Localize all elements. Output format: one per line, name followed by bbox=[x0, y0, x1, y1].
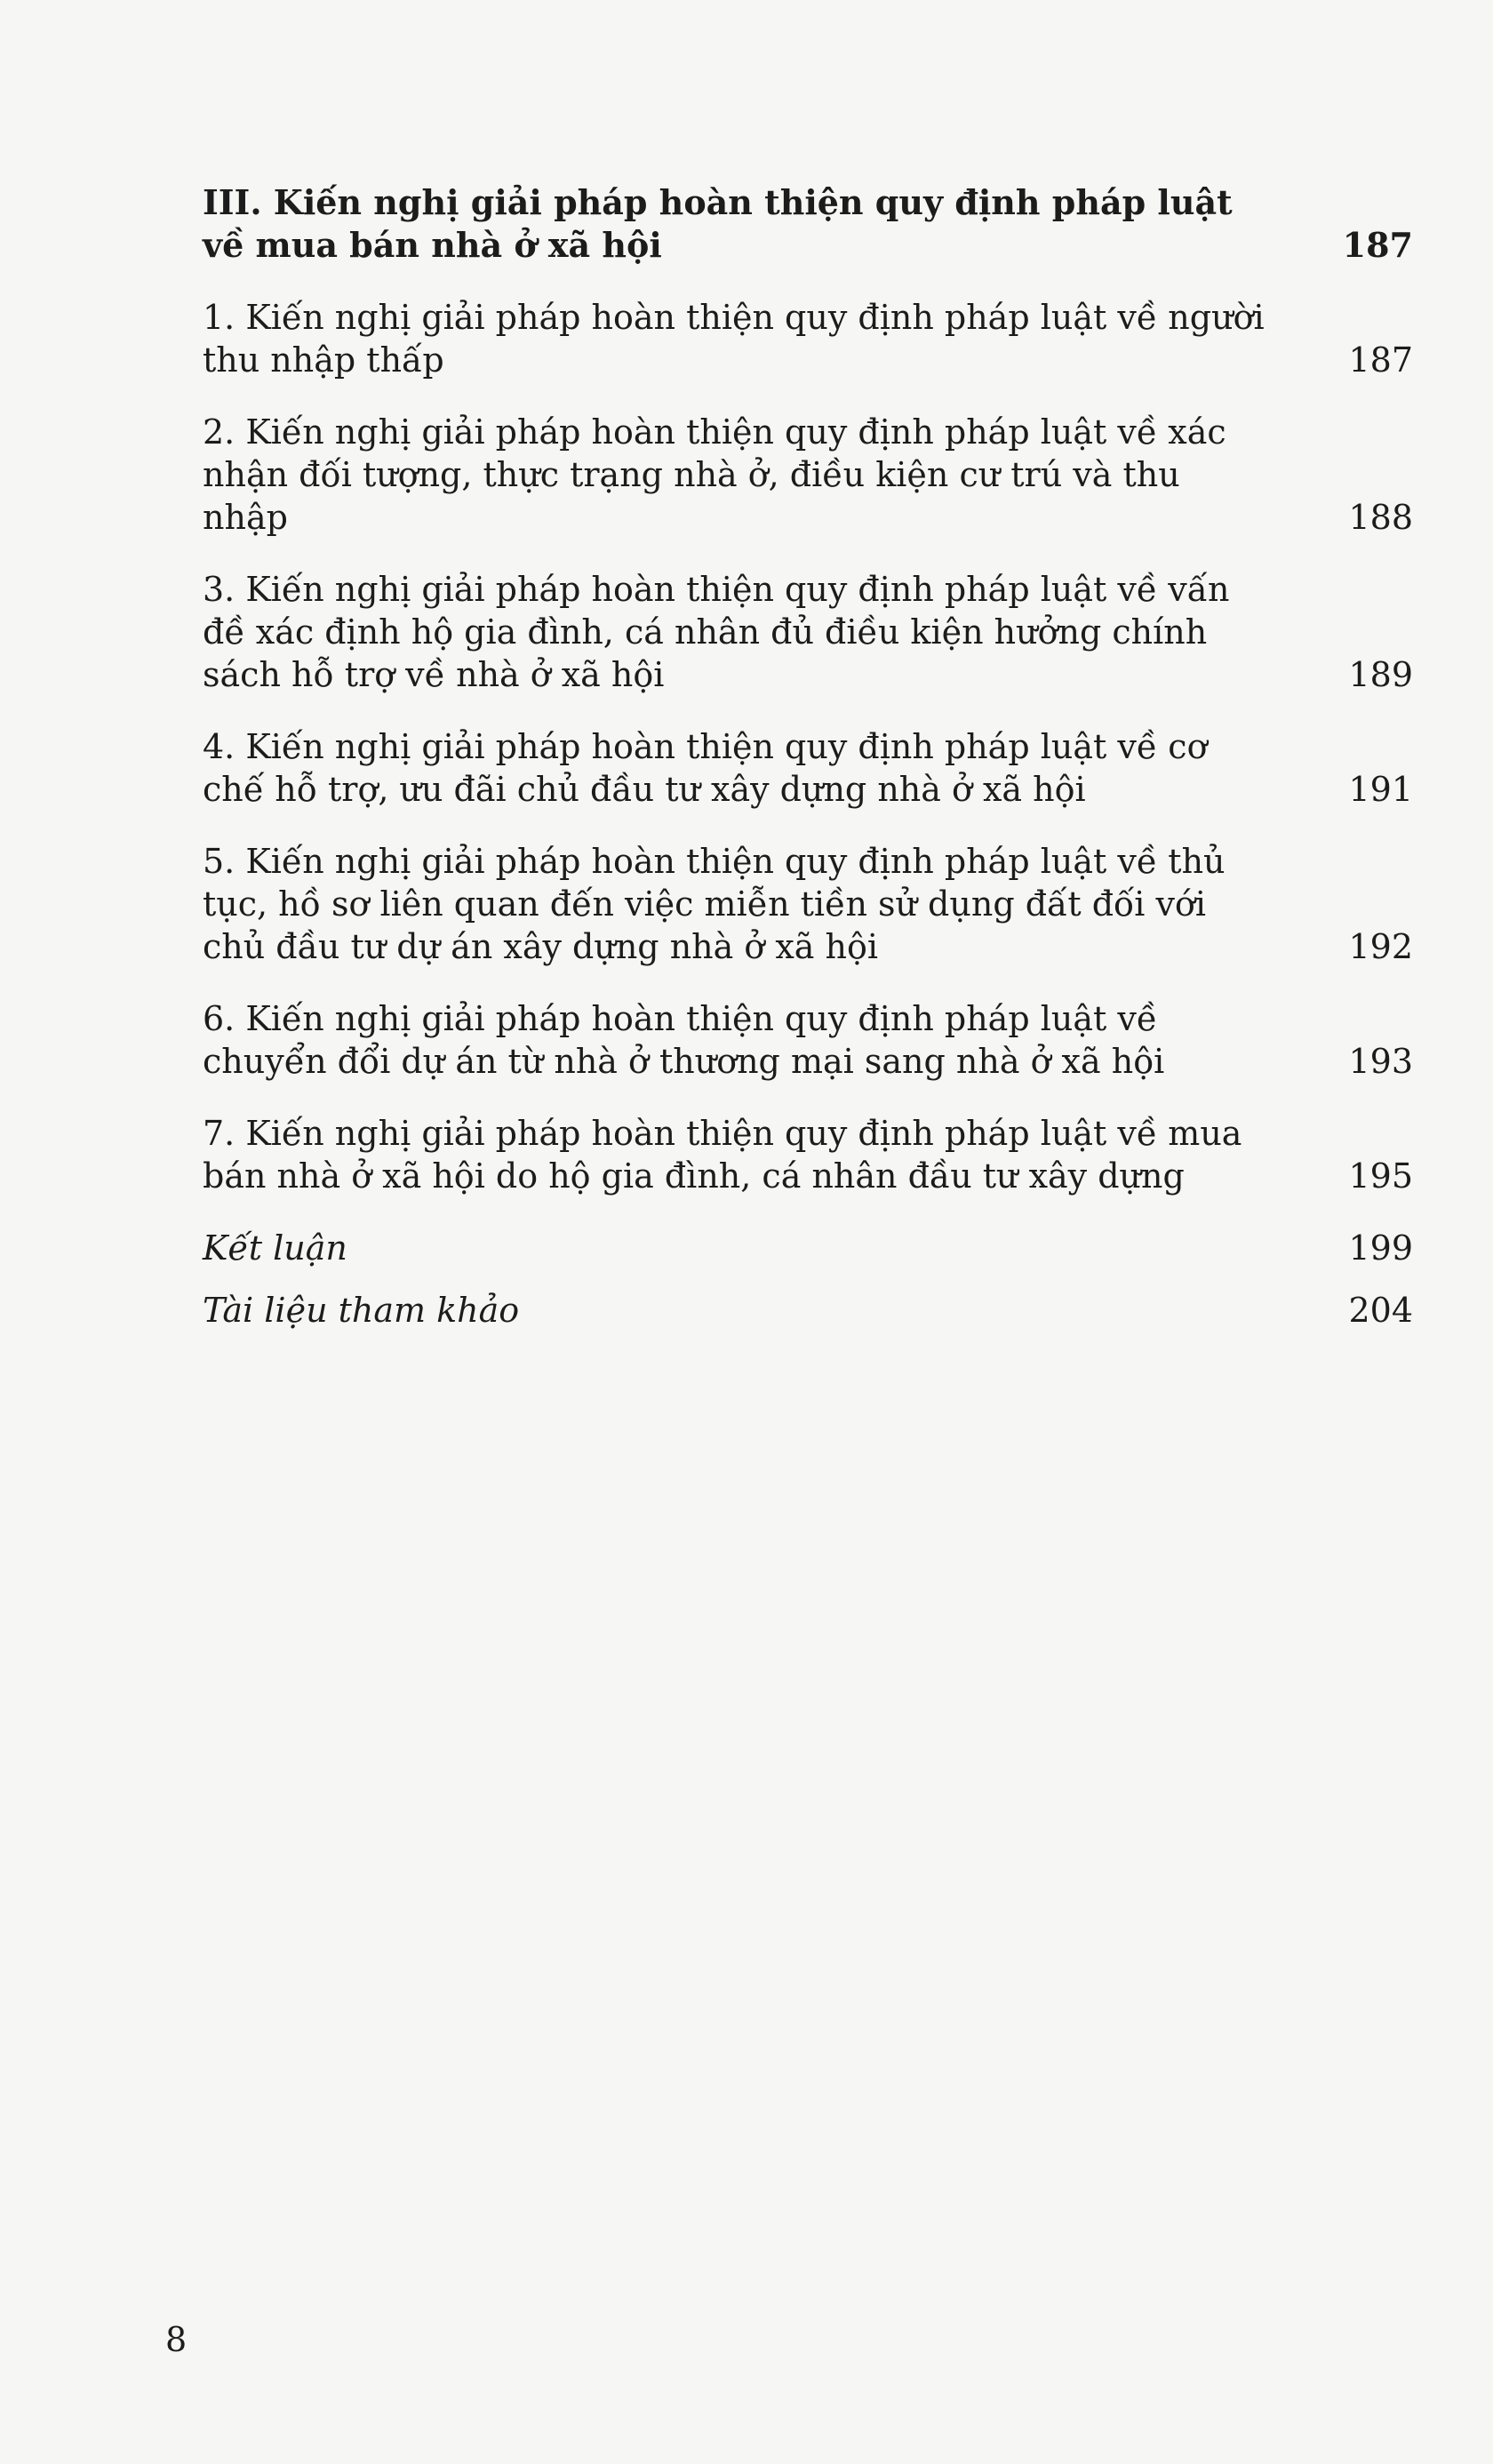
toc-entry-6 bbox=[203, 997, 1413, 1083]
toc-entry-title: 2. Kiến nghị giải pháp hoàn thiện quy định pháp luật về xác nhận đối tượng, thực trạng nhà ở, điều kiện cư trú và thu nhập bbox=[203, 412, 1226, 537]
toc-entry-page: 189 bbox=[1348, 655, 1413, 694]
toc-entry-page: 187 bbox=[1342, 225, 1413, 265]
toc-entry-page: 193 bbox=[1348, 1042, 1413, 1081]
toc-entry-title: Kết luận bbox=[203, 1228, 347, 1268]
toc-entry-section-iii bbox=[203, 181, 1413, 267]
toc-entry-page: 187 bbox=[1348, 340, 1413, 380]
toc-entry-title: 4. Kiến nghị giải pháp hoàn thiện quy định pháp luật về cơ chế hỗ trợ, ưu đãi chủ đầu tư xây dựng nhà ở xã hội bbox=[203, 727, 1208, 809]
toc-entry-page: 191 bbox=[1348, 770, 1413, 809]
toc-entry-title: 5. Kiến nghị giải pháp hoàn thiện quy định pháp luật về thủ tục, hồ sơ liên quan đến việc miễn tiền sử dụng đất đối với chủ đầu tư dự án xây dựng nhà ở xã hội bbox=[203, 842, 1226, 966]
toc-entry-5 bbox=[203, 840, 1413, 968]
toc-entry-title: 1. Kiến nghị giải pháp hoàn thiện quy định pháp luật về người thu nhập thấp bbox=[203, 298, 1265, 380]
toc-entry-title: Tài liệu tham khảo bbox=[203, 1291, 520, 1330]
page-number: 8 bbox=[165, 2320, 188, 2359]
toc-entry-3 bbox=[203, 568, 1413, 696]
toc-entry-page: 199 bbox=[1348, 1228, 1413, 1268]
table-of-contents bbox=[203, 181, 1413, 1351]
toc-entry-title: III. Kiến nghị giải pháp hoàn thiện quy định pháp luật về mua bán nhà ở xã hội bbox=[203, 182, 1233, 265]
toc-entry-page: 192 bbox=[1348, 927, 1413, 966]
toc-entry-1 bbox=[203, 296, 1413, 381]
toc-entry-title: 7. Kiến nghị giải pháp hoàn thiện quy định pháp luật về mua bán nhà ở xã hội do hộ gia đình, cá nhân đầu tư xây dựng bbox=[203, 1114, 1242, 1196]
toc-entry-references bbox=[203, 1289, 1413, 1332]
toc-entry-conclusion bbox=[203, 1227, 1413, 1269]
toc-entry-page: 188 bbox=[1348, 498, 1413, 537]
toc-entry-page: 204 bbox=[1348, 1291, 1413, 1330]
toc-entry-page: 195 bbox=[1348, 1156, 1413, 1196]
toc-entry-title: 6. Kiến nghị giải pháp hoàn thiện quy định pháp luật về chuyển đổi dự án từ nhà ở thương mại sang nhà ở xã hội bbox=[203, 999, 1165, 1081]
toc-entry-7 bbox=[203, 1112, 1413, 1197]
toc-entry-4 bbox=[203, 725, 1413, 811]
toc-entry-2 bbox=[203, 411, 1413, 539]
toc-entry-title: 3. Kiến nghị giải pháp hoàn thiện quy định pháp luật về vấn đề xác định hộ gia đình, cá nhân đủ điều kiện hưởng chính sách hỗ trợ về nhà ở xã hội bbox=[203, 570, 1230, 694]
